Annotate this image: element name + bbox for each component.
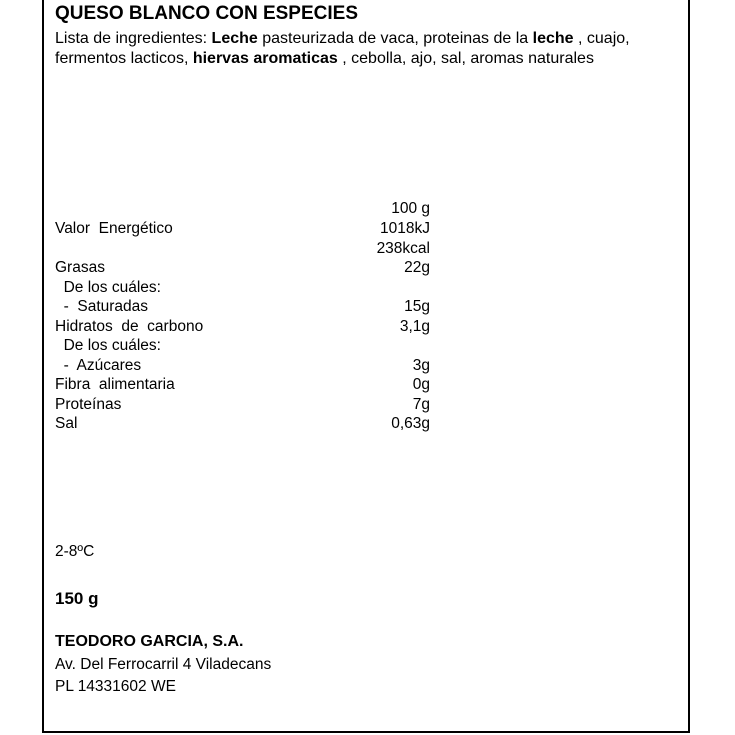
nutrition-value: 15g	[404, 298, 430, 315]
nutrition-label: Proteínas	[55, 395, 122, 413]
nutrition-label: Fibra alimentaria	[55, 376, 175, 393]
nutrition-value: 0,63g	[391, 415, 430, 432]
nutrition-header: 100 g	[391, 200, 430, 217]
ingredients-prefix: Lista de ingredientes:	[55, 30, 212, 47]
ingredients-list	[55, 29, 675, 69]
allergen-hierbas: hiervas aromaticas	[192, 50, 338, 67]
nutrition-value: 0g	[412, 376, 430, 393]
nutrition-value: 3g	[412, 356, 430, 374]
nutrition-label: Valor Energético	[55, 220, 173, 237]
product-title: QUESO BLANCO CON ESPECIES	[55, 3, 358, 24]
nutrition-value: 1018kJ	[380, 220, 430, 237]
allergen-leche: Leche	[211, 30, 258, 47]
company-address: Av. Del Ferrocarril 4 Viladecans	[55, 656, 272, 673]
ingredients-text-1: pasteurizada de vaca, proteinas de la	[257, 30, 533, 47]
net-weight: 150 g	[55, 589, 99, 608]
ingredients-text-2: , cuajo, fermentos lacticos,	[55, 30, 630, 67]
nutrition-label: De los cuáles:	[55, 278, 161, 296]
nutrition-label: - Saturadas	[55, 298, 149, 315]
storage-temperature: 2-8ºC	[55, 543, 95, 560]
nutrition-value: 238kcal	[376, 239, 430, 257]
nutrition-label: Sal	[55, 415, 78, 432]
nutrition-value: 22g	[404, 259, 430, 276]
nutrition-label: Grasas	[55, 259, 105, 276]
nutrition-value: 7g	[412, 395, 430, 413]
ingredients-text-3: , cebolla, ajo, sal, aromas naturales	[337, 50, 594, 67]
nutrition-label: Hidratos de carbono	[55, 317, 204, 335]
allergen-leche-2: leche	[532, 30, 574, 47]
company-name: TEODORO GARCIA, S.A.	[55, 633, 244, 650]
nutrition-label: De los cuáles:	[55, 337, 161, 354]
nutrition-value: 3,1g	[399, 317, 430, 335]
nutrition-label: - Azúcares	[55, 356, 142, 374]
company-code: PL 14331602 WE	[55, 678, 176, 695]
